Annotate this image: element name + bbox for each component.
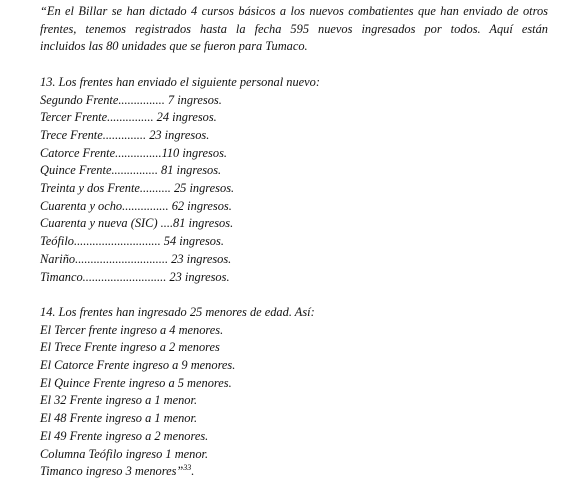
list-item: Trece Frente.............. 23 ingresos.	[40, 127, 210, 142]
section-13	[40, 74, 548, 286]
list-item: Timanco........................... 23 ingresos.	[40, 269, 230, 284]
list-item: El Quince Frente ingreso a 5 menores.	[40, 375, 232, 390]
list-item: El 32 Frente ingreso a 1 menor.	[40, 393, 198, 408]
section-13-heading: 13. Los frentes han enviado el siguiente personal nuevo:	[40, 74, 321, 89]
section-14-heading: 14. Los frentes han ingresado 25 menores de edad. Así:	[40, 304, 315, 319]
list-item: Nariño.............................. 23 ingresos.	[40, 251, 232, 266]
list-item: Cuarenta y ocho............... 62 ingresos.	[40, 198, 232, 213]
list-item: Segundo Frente............... 7 ingresos.	[40, 92, 222, 107]
list-item: Catorce Frente...............110 ingresos.	[40, 145, 227, 160]
list-item: El Tercer frente ingreso a 4 menores.	[40, 322, 224, 337]
intro-line: “En el Billar se han dictado 4 cursos básicos a los nuevos combatientes que han enviado de otros	[40, 4, 548, 18]
list-item-last	[40, 463, 548, 481]
list-item: Quince Frente............... 81 ingresos.	[40, 163, 222, 178]
list-item: Tercer Frente............... 24 ingresos.	[40, 110, 217, 125]
document-body	[40, 0, 548, 481]
footnote-reference: 33	[183, 463, 192, 473]
list-item: El Catorce Frente ingreso a 9 menores.	[40, 358, 236, 373]
section-14	[40, 304, 548, 481]
list-item: Cuarenta y nueva (SIC) ....81 ingresos.	[40, 216, 234, 231]
list-item: Columna Teófilo ingreso 1 menor.	[40, 446, 209, 461]
list-item: El 48 Frente ingreso a 1 menor.	[40, 411, 198, 426]
list-item: El Trece Frente ingreso a 2 menores	[40, 340, 220, 355]
list-item: Treinta y dos Frente.......... 25 ingresos.	[40, 181, 235, 196]
list-item-text: Timanco ingreso 3 menores”	[40, 464, 184, 479]
intro-line: frentes, tenemos registrados hasta la fecha 595 nuevos ingresados por todos. Aquí están	[40, 21, 548, 36]
list-item: El 49 Frente ingreso a 2 menores.	[40, 428, 209, 443]
intro-paragraph	[40, 3, 548, 56]
list-item: Teófilo............................ 54 ingresos.	[40, 234, 224, 249]
intro-line: incluidos las 80 unidades que se fueron para Tumaco.	[40, 39, 308, 54]
list-item-end: .	[191, 464, 195, 479]
